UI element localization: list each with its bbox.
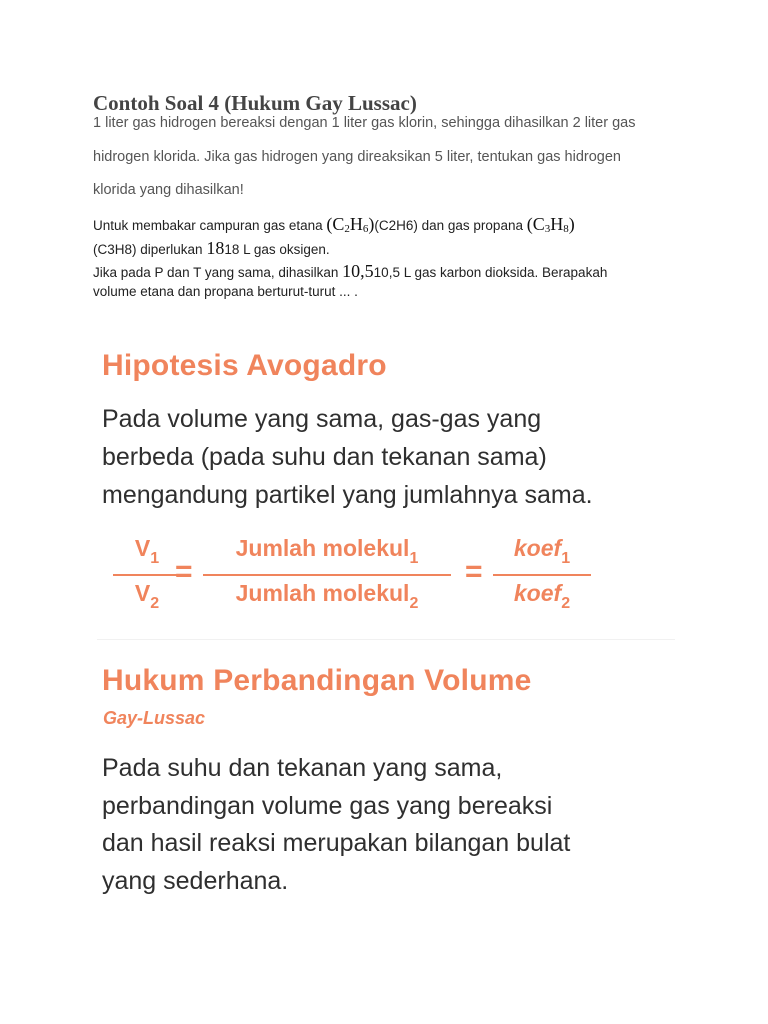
- math-value: 10,5: [342, 261, 374, 281]
- equals-sign: =: [175, 555, 193, 588]
- equals-sign: =: [465, 555, 483, 588]
- problem-line-3: klorida yang dihasilkan!: [93, 182, 244, 198]
- fraction-bar: [493, 574, 591, 576]
- fraction-coefficient: [493, 535, 591, 613]
- fraction-numerator: [203, 535, 451, 568]
- avogadro-heading: Hipotesis Avogadro: [102, 349, 387, 382]
- fraction-text: koef: [513, 580, 562, 606]
- fraction-sub: 1: [409, 550, 419, 567]
- fraction-denominator: [113, 580, 181, 613]
- problem-line-2: hidrogen klorida. Jika gas hidrogen yang direaksikan 5 liter, tentukan gas hidrogen: [93, 149, 621, 165]
- avogadro-line-3: mengandung partikel yang jumlahnya sama.: [102, 481, 593, 509]
- math-part: (C: [526, 214, 545, 234]
- text-segment: 10,5 L gas karbon dioksida. Berapakah: [373, 265, 608, 280]
- fraction-numerator: [493, 535, 591, 568]
- paragraph-2-line-3: [93, 261, 607, 282]
- avogadro-line-2: berbeda (pada suhu dan tekanan sama): [102, 443, 547, 471]
- paragraph-2-line-1: [93, 214, 575, 235]
- fraction-sub: 1: [561, 550, 571, 567]
- avogadro-panel: [97, 335, 675, 639]
- math-formula-propane: [527, 214, 575, 234]
- text-segment: (C3H8) diperlukan: [93, 242, 207, 257]
- fraction-bar: [203, 574, 451, 576]
- fraction-molecules: [203, 535, 451, 613]
- math-part: ): [568, 214, 575, 234]
- fraction-text: V: [134, 535, 151, 561]
- fraction-sub: 2: [561, 595, 571, 612]
- gay-lussac-line-1: Pada suhu dan tekanan yang sama,: [102, 754, 503, 782]
- fraction-numerator: [113, 535, 181, 568]
- fraction-sub: 1: [150, 550, 160, 567]
- text-segment: (C2H6) dan gas propana: [374, 218, 527, 233]
- page-title: Contoh Soal 4 (Hukum Gay Lussac): [93, 91, 417, 115]
- math-part: ): [368, 214, 375, 234]
- math-sub: 3: [544, 223, 551, 235]
- fraction-bar: [113, 574, 181, 576]
- avogadro-line-1: Pada volume yang sama, gas-gas yang: [102, 405, 542, 433]
- fraction-sub: 2: [409, 595, 419, 612]
- paragraph-2-line-2: [93, 238, 330, 259]
- math-value: 18: [206, 238, 225, 258]
- fraction-text: Jumlah molekul: [235, 580, 410, 606]
- math-sub: 8: [563, 223, 569, 235]
- gay-lussac-line-4: yang sederhana.: [102, 867, 289, 895]
- fraction-denominator: [203, 580, 451, 613]
- text-segment: 18 L gas oksigen.: [224, 242, 330, 257]
- paragraph-2-line-4: volume etana dan propana berturut-turut ... .: [93, 284, 358, 299]
- math-part: H: [349, 214, 363, 234]
- fraction-text: koef: [513, 535, 562, 561]
- math-part: H: [550, 214, 564, 234]
- gay-lussac-panel: [97, 640, 675, 930]
- fraction-text: V: [134, 580, 151, 606]
- fraction-text: Jumlah molekul: [235, 535, 410, 561]
- fraction-denominator: [493, 580, 591, 613]
- fraction-volume: [113, 535, 181, 613]
- gay-lussac-line-2: perbandingan volume gas yang bereaksi: [102, 792, 553, 820]
- text-segment: Jika pada P dan T yang sama, dihasilkan: [93, 265, 343, 280]
- math-part: (C: [326, 214, 345, 234]
- text-segment: Untuk membakar campuran gas etana: [93, 218, 327, 233]
- problem-line-1: 1 liter gas hidrogen bereaksi dengan 1 liter gas klorin, sehingga dihasilkan 2 liter gas: [93, 115, 636, 131]
- gay-lussac-heading: Hukum Perbandingan Volume: [102, 664, 532, 697]
- math-sub: 2: [344, 223, 350, 235]
- gay-lussac-line-3: dan hasil reaksi merupakan bilangan bulat: [102, 829, 571, 857]
- math-formula-ethane: [326, 214, 374, 234]
- fraction-sub: 2: [150, 595, 160, 612]
- gay-lussac-subheading: Gay-Lussac: [103, 708, 206, 728]
- math-sub: 6: [362, 223, 369, 235]
